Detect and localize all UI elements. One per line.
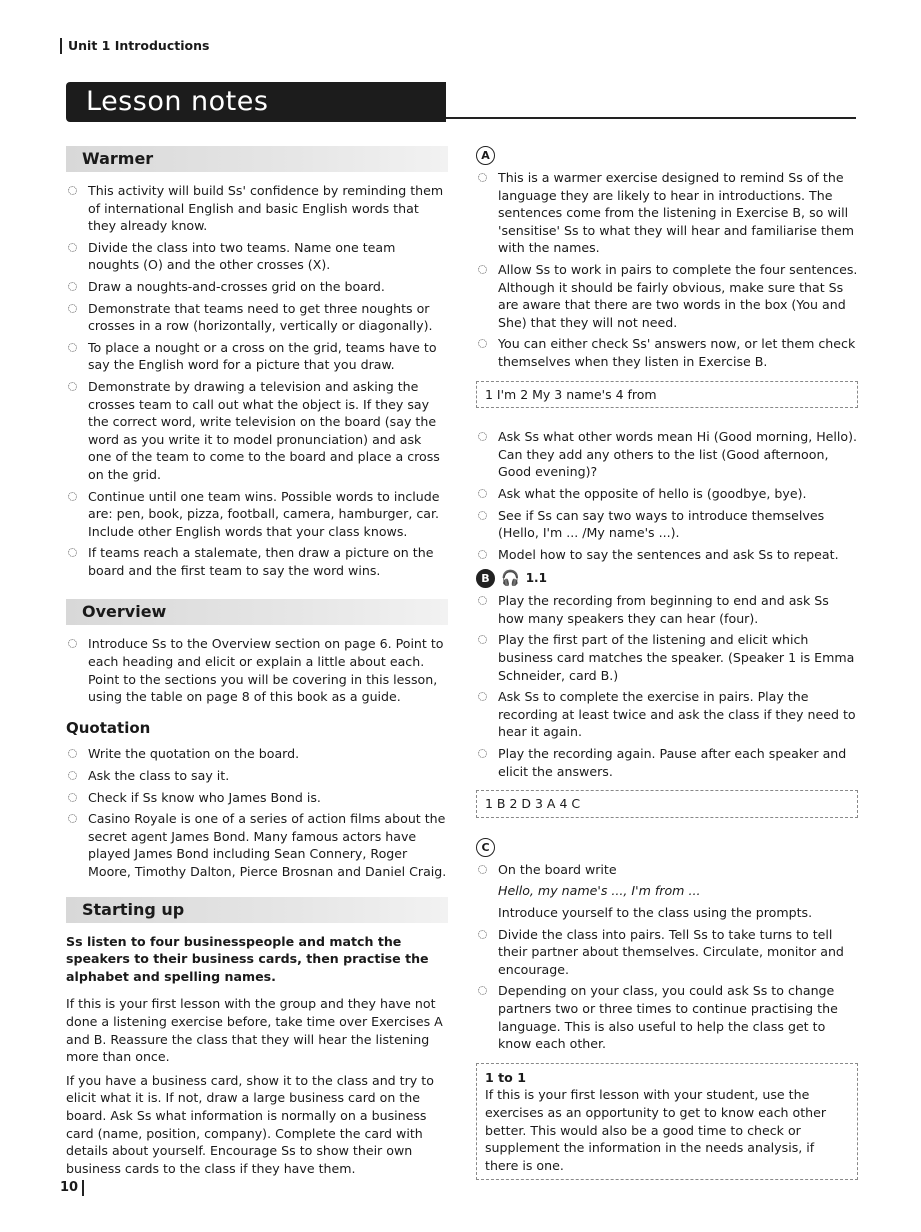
- list-item: Check if Ss know who James Bond is.: [66, 789, 448, 807]
- list-item: Write the quotation on the board.: [66, 745, 448, 763]
- answer-key-a: 1 I'm 2 My 3 name's 4 from: [476, 381, 858, 409]
- list-item: Divide the class into two teams. Name one team noughts (O) and the other crosses (X).: [66, 239, 448, 274]
- list-item: Ask Ss what other words mean Hi (Good morning, Hello). Can they add any others to the list (Good afternoon, Good evening)?: [476, 428, 858, 481]
- bullet-icon: [478, 865, 487, 874]
- exercise-b-list: [476, 592, 858, 780]
- bullet-icon: [68, 793, 77, 802]
- bullet-icon: [68, 548, 77, 557]
- bullet-icon: [68, 243, 77, 252]
- bullet-icon: [478, 986, 487, 995]
- list-item: Ask Ss to complete the exercise in pairs. Play the recording at least twice and ask the class if they need to hear it again.: [476, 688, 858, 741]
- bullet-icon: [68, 492, 77, 501]
- list-item: Divide the class into pairs. Tell Ss to take turns to tell their partner about themselves. Circulate, monitor and encourage.: [476, 926, 858, 979]
- list-item: Casino Royale is one of a series of action films about the secret agent James Bond. Many famous actors have played James Bond including Sean Connery, Roger Moore, Timothy Dalton, Pierce Brosnan and Daniel Craig.: [66, 810, 448, 880]
- bullet-icon: [478, 635, 487, 644]
- list-item: To place a nought or a cross on the grid, teams have to say the English word for a picture that you draw.: [66, 339, 448, 374]
- paragraph: If you have a business card, show it to the class and try to elicit what it is. If not, draw a large business card on the board. Ask Ss what information is normally on a business card (name, position, company). Complete the card with details about yourself. Encourage Ss to show their own business cards to the class if they have them.: [66, 1072, 434, 1176]
- overview-list: [66, 635, 448, 705]
- list-item: Play the first part of the listening and elicit which business card matches the speaker. (Speaker 1 is Emma Schneider, card B.): [476, 631, 858, 684]
- bullet-icon: [68, 771, 77, 780]
- right-column: [476, 140, 858, 1180]
- track-number: 1.1: [525, 570, 547, 585]
- warmer-heading: Warmer: [66, 146, 448, 172]
- list-item: Draw a noughts-and-crosses grid on the board.: [66, 278, 448, 296]
- bullet-icon: [478, 265, 487, 274]
- exercise-c-heading: [476, 838, 858, 857]
- paragraph: If this is your first lesson with the group and they have not done a listening exercise before, take time over Exercises A and B. Reassure the class that they will hear the listening more than once.: [66, 996, 443, 1065]
- answer-key-b: 1 B 2 D 3 A 4 C: [476, 790, 858, 818]
- bullet-icon: [478, 339, 487, 348]
- exercise-a-list: [476, 169, 858, 371]
- list-item: This is a warmer exercise designed to remind Ss of the language they are likely to hear in introductions. The sentences come from the listening in Exercise B, so will 'sensitise' Ss to what they will hear and familiarise them with the names.: [476, 169, 858, 257]
- bullet-icon: [478, 173, 487, 182]
- one-to-one-box: [476, 1063, 858, 1181]
- list-item: You can either check Ss' answers now, or let them check themselves when they listen in Exercise B.: [476, 335, 858, 370]
- bullet-icon: [68, 304, 77, 313]
- list-item: Introduce Ss to the Overview section on page 6. Point to each heading and elicit or explain a little about each. Point to the sections you will be covering in this lesson, using the table on page 8 of this book as a guide.: [66, 635, 448, 705]
- exercise-a-label: A: [476, 146, 495, 165]
- list-item: See if Ss can say two ways to introduce themselves (Hello, I'm ... /My name's ...).: [476, 507, 858, 542]
- overview-heading: Overview: [66, 599, 448, 625]
- bullet-icon: [68, 282, 77, 291]
- bullet-icon: [68, 749, 77, 758]
- list-item: Play the recording from beginning to end and ask Ss how many speakers they can hear (four).: [476, 592, 858, 627]
- headphones-icon: 🎧: [501, 568, 520, 587]
- exercise-c-list: [476, 861, 858, 1053]
- bullet-icon: [478, 749, 487, 758]
- exercise-a-list-2: [476, 428, 858, 563]
- bullet-icon: [478, 596, 487, 605]
- bullet-icon: [478, 489, 487, 498]
- bullet-icon: [68, 186, 77, 195]
- bullet-icon: [478, 511, 487, 520]
- page-title: Lesson notes: [86, 86, 269, 117]
- exercise-a-heading: [476, 146, 858, 165]
- list-item: On the board write Hello, my name's ..., I'm from ... Introduce yourself to the class using the prompts.: [476, 861, 858, 922]
- prompt-text: Introduce yourself to the class using the prompts.: [498, 905, 813, 920]
- list-item: Depending on your class, you could ask Ss to change partners two or three times to continue practising the language. This is also useful to help the class get to know each other.: [476, 982, 858, 1052]
- exercise-b-heading: [476, 569, 858, 588]
- board-text: Hello, my name's ..., I'm from ...: [498, 883, 701, 899]
- bullet-icon: [68, 814, 77, 823]
- left-column: [66, 140, 448, 1183]
- bullet-icon: [478, 692, 487, 701]
- quotation-list: [66, 745, 448, 880]
- bullet-icon: [478, 930, 487, 939]
- one-to-one-heading: 1 to 1: [485, 1069, 526, 1085]
- list-item: Demonstrate that teams need to get three noughts or crosses in a row (horizontally, vertically or diagonally).: [66, 300, 448, 335]
- list-item: Play the recording again. Pause after each speaker and elicit the answers.: [476, 745, 858, 780]
- list-item: Ask what the opposite of hello is (goodbye, bye).: [476, 485, 858, 503]
- starting-up-heading: Starting up: [66, 897, 448, 923]
- one-to-one-text: If this is your first lesson with your student, use the exercises as an opportunity to get to know each other better. This would also be a good time to check or supplement the information in the needs analysis, if there is one.: [485, 1087, 827, 1173]
- list-item: Demonstrate by drawing a television and asking the crosses team to call out what the object is. If they say the correct word, write television on the board (say the word as you write it to model pronunciation) and ask one of the team to come to the board and place a cross on the grid.: [66, 378, 448, 484]
- title-rule: [446, 117, 856, 119]
- bullet-icon: [68, 343, 77, 352]
- list-item: Continue until one team wins. Possible words to include are: pen, book, pizza, football, camera, hamburger, car. Include other English words that your class knows.: [66, 488, 448, 541]
- starting-up-intro: Ss listen to four businesspeople and match the speakers to their business cards, then practise the alphabet and spelling names.: [66, 933, 429, 984]
- warmer-list: [66, 182, 448, 579]
- bullet-icon: [68, 382, 77, 391]
- unit-header: Unit 1 Introductions: [60, 38, 209, 54]
- list-item: Allow Ss to work in pairs to complete the four sentences. Although it should be fairly obvious, make sure that Ss are aware that there are two words in the box (You and She) that they will not need.: [476, 261, 858, 331]
- quotation-heading: Quotation: [66, 718, 151, 737]
- bullet-icon: [478, 550, 487, 559]
- page-number: 10: [60, 1180, 84, 1196]
- exercise-c-label: C: [476, 838, 495, 857]
- bullet-icon: [68, 639, 77, 648]
- list-item: If teams reach a stalemate, then draw a picture on the board and the first team to say the word wins.: [66, 544, 448, 579]
- list-item: Model how to say the sentences and ask Ss to repeat.: [476, 546, 858, 564]
- list-item: This activity will build Ss' confidence by reminding them of international English and basic English words that they already know.: [66, 182, 448, 235]
- list-item: Ask the class to say it.: [66, 767, 448, 785]
- exercise-b-label: B: [476, 569, 495, 588]
- bullet-icon: [478, 432, 487, 441]
